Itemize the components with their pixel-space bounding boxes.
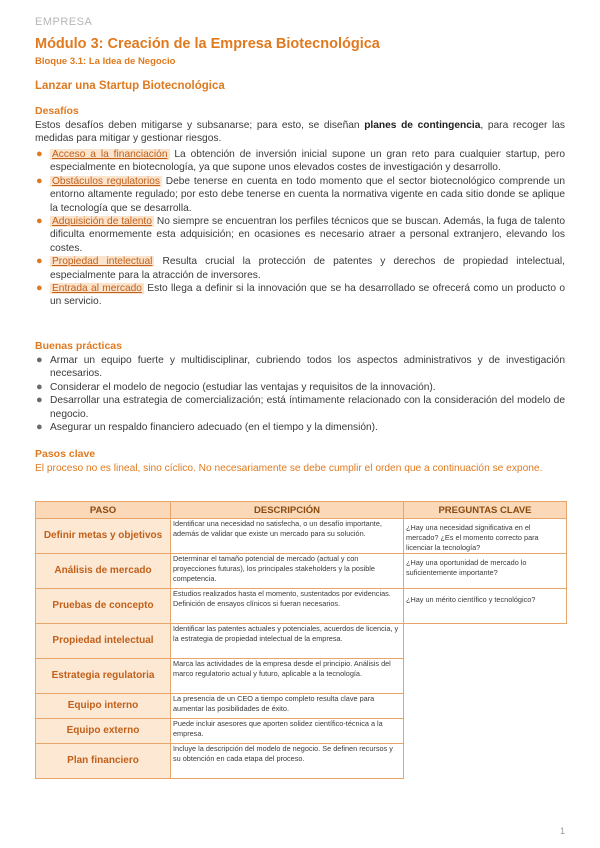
challenge-term: Propiedad intelectual xyxy=(52,256,153,268)
list-item: ● Acceso a la financiación La obtención de inversión inicial supone un gran reto para cualquier startup, pero especialmente en biotecnología, ya que supone unos elevados costes de investigación y desarrollo. xyxy=(36,148,566,174)
table-header-row xyxy=(36,502,567,519)
bullet-icon: ● xyxy=(36,394,43,407)
step-cell: Equipo externo xyxy=(36,719,171,744)
question-cell: ¿Hay una oportunidad de mercado lo suficientemente importante? xyxy=(404,554,567,589)
bullet-icon: ● xyxy=(36,174,43,187)
description-cell: Identificar las patentes actuales y potenciales, acuerdos de licencia, y la estrategia de propiedad intelectual de la empresa. xyxy=(171,624,404,659)
step-cell: Estrategia regulatoria xyxy=(36,659,171,694)
pasos-clave-heading: Pasos clave xyxy=(35,448,96,460)
bullet-icon: ● xyxy=(36,255,43,268)
process-note: El proceso no es lineal, sino cíclico. No necesariamente se debe cumplir el orden que a continuación se expone. xyxy=(35,463,543,474)
empty-cell xyxy=(404,744,567,779)
description-cell: Puede incluir asesores que aporten solidez científico-técnica a la empresa. xyxy=(171,719,404,744)
list-item: ● Armar un equipo fuerte y multidisciplinar, cubriendo todos los aspectos administrativos y de investigación necesarios. xyxy=(36,354,565,380)
bullet-icon: ● xyxy=(36,282,43,295)
description-cell: Estudios realizados hasta el momento, sustentados por evidencias. Definición de ensayos clínicos si fueran necesarios. xyxy=(171,589,404,624)
table-row xyxy=(36,554,567,589)
empty-cell xyxy=(404,694,567,719)
table-row xyxy=(36,744,567,779)
table-row xyxy=(36,694,567,719)
bullet-icon: ● xyxy=(36,421,43,434)
desafios-list xyxy=(35,148,565,309)
table-row xyxy=(36,589,567,624)
challenge-term: Entrada al mercado xyxy=(52,283,142,295)
key-steps-table xyxy=(35,501,567,779)
table-row xyxy=(36,659,567,694)
step-cell: Equipo interno xyxy=(36,694,171,719)
organization-label: EMPRESA xyxy=(35,16,93,28)
step-cell: Plan financiero xyxy=(36,744,171,779)
bullet-icon: ● xyxy=(36,354,43,366)
description-cell: La presencia de un CEO a tiempo completo resulta clave para aumentar las posibilidades de éxito. xyxy=(171,694,404,719)
description-cell: Incluye la descripción del modelo de negocio. Se definen recursos y su obtención en cada etapa del proceso. xyxy=(171,744,404,779)
list-item: ● Propiedad intelectual Resulta crucial la protección de patentes y derechos de propiedad intelectual, especialmente para la atracción de inversores. xyxy=(36,255,565,281)
description-cell: Identificar una necesidad no satisfecha, o un desafío importante, además de validar que existe un mercado para su solución. xyxy=(171,519,404,554)
step-cell: Análisis de mercado xyxy=(36,554,171,589)
module-title: Módulo 3: Creación de la Empresa Biotecnológica xyxy=(35,36,380,52)
description-cell: Determinar el tamaño potencial de mercado (actual y con proyecciones futuras), los principales stakeholders y la posible competencia. xyxy=(171,554,404,589)
buenas-practicas-heading: Buenas prácticas xyxy=(35,340,122,352)
description-cell: Marca las actividades de la empresa desde el principio. Análisis del marco regulatorio actual y futuro, aplicable a la tecnología. xyxy=(171,659,404,694)
list-item: ● Considerar el modelo de negocio (estudiar las ventajas y requisitos de la innovación). xyxy=(36,380,436,393)
list-item: ● Obstáculos regulatorios Debe tenerse en cuenta en todo momento que el sector biotecnológico comprende un entorno altamente regulado; por esto debe tenerse en cuenta la normativa vigente en cada sitio donde se aplique la tecnología que se desarrolla. xyxy=(36,174,565,214)
list-item: ● Adquisición de talento No siempre se encuentran los perfiles técnicos que se buscan. Además, la fuga de talento dificulta enormemente esta adquisición; en ocasiones es necesario atraer a personal extranjero, elevando los costes. xyxy=(36,215,565,254)
bullet-icon: ● xyxy=(36,380,43,393)
table-row xyxy=(36,519,567,554)
list-item: ● Asegurar un respaldo financiero adecuado (en el tiempo y la dimensión). xyxy=(36,421,378,434)
step-cell: Propiedad intelectual xyxy=(36,624,171,659)
section-title: Lanzar una Startup Biotecnológica xyxy=(35,80,225,92)
challenge-term: Acceso a la financiación xyxy=(52,149,168,160)
table-row xyxy=(36,624,567,659)
page-number: 1 xyxy=(559,826,565,836)
column-header: DESCRIPCIÓN xyxy=(171,502,404,519)
question-cell: ¿Hay una necesidad significativa en el mercado? ¿Es el momento correcto para licenciar la tecnología? xyxy=(404,519,567,554)
empty-cell xyxy=(404,659,567,694)
step-cell: Definir metas y objetivos xyxy=(36,519,171,554)
table-row xyxy=(36,719,567,744)
question-cell: ¿Hay un mérito científico y tecnológico? xyxy=(404,589,567,624)
bullet-icon: ● xyxy=(36,215,43,228)
column-header: PREGUNTAS CLAVE xyxy=(404,502,567,519)
empty-cell xyxy=(404,624,567,659)
desafios-intro: Estos desafíos deben mitigarse y subsanarse; para esto, se diseñan planes de contingencia, para recoger las medidas para mitigar y gestionar riesgos. xyxy=(35,120,566,145)
buenas-practicas-list xyxy=(35,354,565,434)
bullet-icon: ● xyxy=(36,148,43,160)
challenge-term: Obstáculos regulatorios xyxy=(52,175,160,187)
step-cell: Pruebas de concepto xyxy=(36,589,171,624)
desafios-heading: Desafíos xyxy=(35,105,79,117)
challenge-term: Adquisición de talento xyxy=(52,216,152,228)
empty-cell xyxy=(404,719,567,744)
list-item: ● Entrada al mercado Esto llega a definir si la innovación que se ha desarrollado se ofrecerá como un producto o un servicio. xyxy=(36,282,565,308)
column-header: PASO xyxy=(36,502,171,519)
list-item: ● Desarrollar una estrategia de comercialización; está íntimamente relacionado con la consideración del modelo de negocio. xyxy=(36,394,565,420)
block-subtitle: Bloque 3.1: La Idea de Negocio xyxy=(35,56,176,67)
